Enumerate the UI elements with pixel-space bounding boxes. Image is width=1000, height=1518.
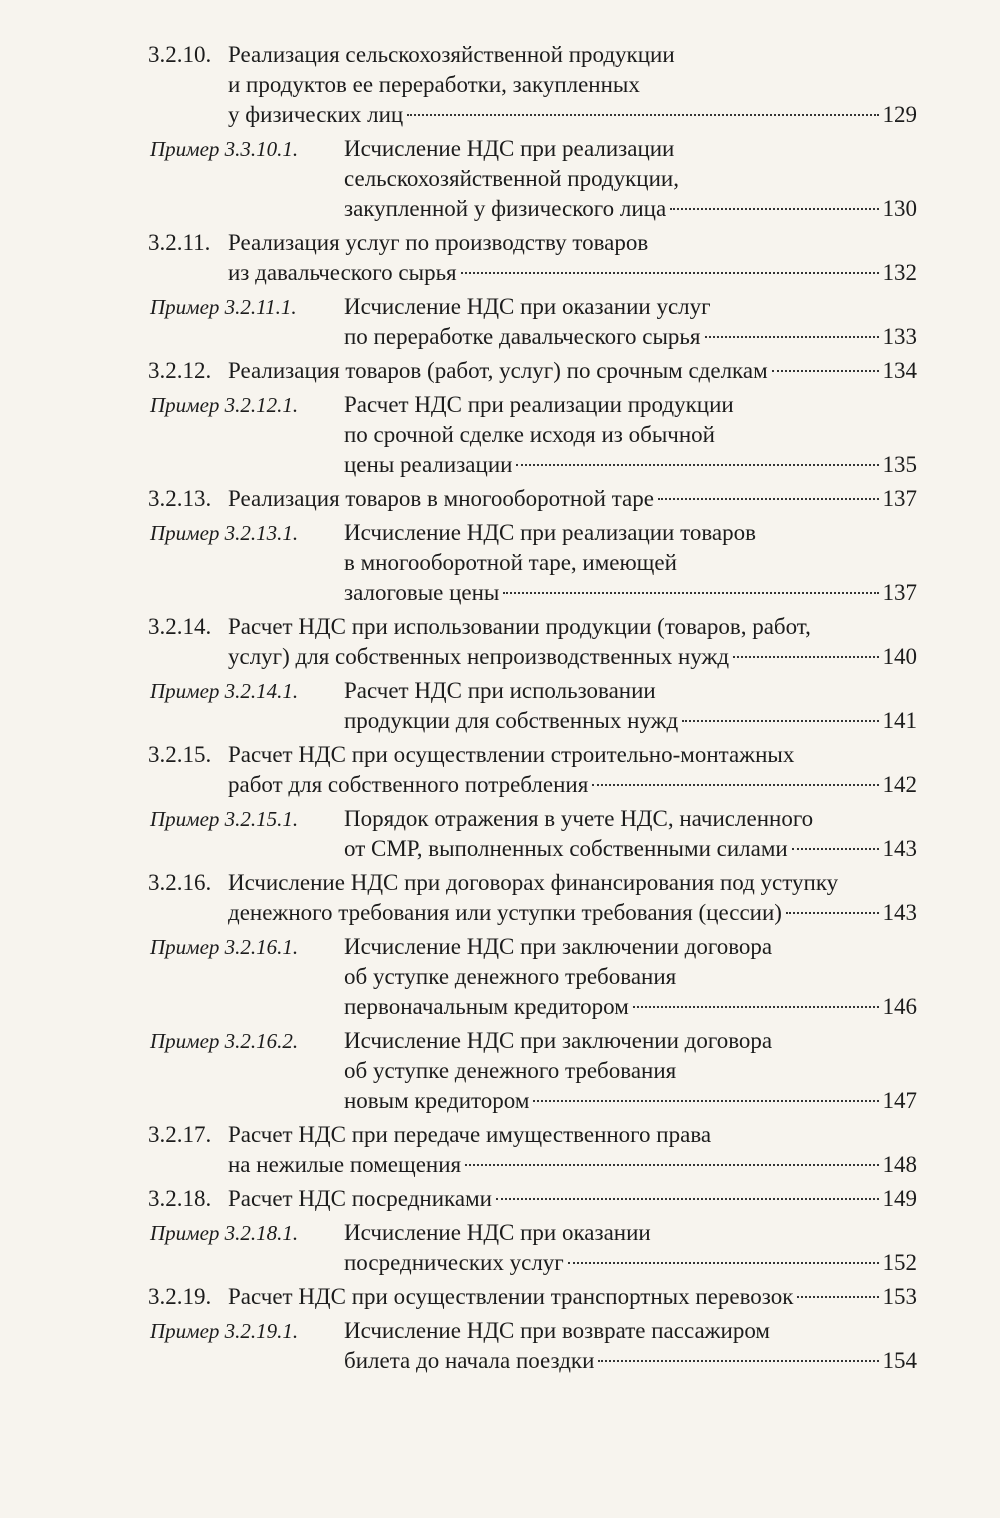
entry-title-text: Исчисление НДС при реализации товаров — [344, 520, 756, 545]
entry-title-text: Реализация сельскохозяйственной продукции — [228, 42, 675, 67]
entry-line — [0, 1218, 1000, 1248]
entry-line — [0, 194, 1000, 224]
page-number: 143 — [882, 836, 917, 861]
section-number: 3.2.11. — [148, 230, 211, 255]
entry-title-text: Исчисление НДС при заключении договора — [344, 934, 773, 959]
entry-line — [0, 40, 1000, 70]
entry-line — [0, 518, 1000, 548]
entry-title-text: работ для собственного потребления — [228, 772, 589, 797]
example-number: Пример 3.2.16.1. — [150, 935, 299, 959]
dot-leader — [786, 912, 879, 914]
entry-line — [0, 612, 1000, 642]
entry-line — [0, 676, 1000, 706]
entry-line — [0, 1282, 1000, 1312]
example-number: Пример 3.2.14.1. — [150, 679, 299, 703]
dot-leader — [658, 498, 879, 500]
example-number: Пример 3.3.10.1. — [150, 137, 299, 161]
toc-example-entry — [0, 1218, 1000, 1278]
entry-title-text: Расчет НДС при осуществлении транспортных перевозок — [228, 1284, 794, 1309]
entry-title-text: Исчисление НДС при заключении договора — [344, 1028, 773, 1053]
dot-leader — [670, 208, 878, 210]
entry-title-text: Исчисление НДС при возврате пассажиром — [344, 1318, 770, 1343]
page-number: 137 — [882, 486, 917, 511]
dot-leader — [516, 464, 878, 466]
entry-line — [0, 1086, 1000, 1116]
dot-leader — [592, 784, 878, 786]
entry-line — [0, 548, 1000, 578]
page-number: 141 — [882, 708, 917, 733]
toc-section-entry — [0, 228, 1000, 288]
example-number: Пример 3.2.18.1. — [150, 1221, 299, 1245]
entry-line — [0, 1120, 1000, 1150]
entry-line — [0, 420, 1000, 450]
entry-line — [0, 770, 1000, 800]
entry-line — [0, 992, 1000, 1022]
entry-title-text: Расчет НДС при реализации продукции — [344, 392, 734, 417]
entry-title-text: билета до начала поездки — [344, 1348, 595, 1373]
toc-section-entry — [0, 1120, 1000, 1180]
dot-leader — [461, 272, 879, 274]
entry-title-text: денежного требования или уступки требования (цессии) — [228, 900, 782, 925]
entry-title-text: Расчет НДС при использовании продукции (товаров, работ, — [228, 614, 811, 639]
toc-example-entry — [0, 676, 1000, 736]
toc-section-entry — [0, 740, 1000, 800]
dot-leader — [633, 1006, 879, 1008]
section-number: 3.2.13. — [148, 486, 212, 511]
entry-line — [0, 450, 1000, 480]
entry-line — [0, 804, 1000, 834]
section-number: 3.2.14. — [148, 614, 212, 639]
entry-line — [0, 868, 1000, 898]
entry-title-text: Исчисление НДС при реализации — [344, 136, 675, 161]
entry-title-text: залоговые цены — [344, 580, 500, 605]
page-number: 143 — [882, 900, 917, 925]
section-number: 3.2.10. — [148, 42, 212, 67]
page-number: 148 — [882, 1152, 917, 1177]
page-number: 147 — [882, 1088, 917, 1113]
toc-section-entry — [0, 868, 1000, 928]
entry-title-text: и продуктов ее переработки, закупленных — [228, 72, 640, 97]
dot-leader — [792, 848, 879, 850]
toc-example-entry — [0, 1316, 1000, 1376]
entry-title-text: по переработке давальческого сырья — [344, 324, 701, 349]
entry-title-text: услуг) для собственных непроизводственных нужд — [228, 644, 730, 669]
page-number: 154 — [882, 1348, 917, 1373]
entry-title-text: об уступке денежного требования — [344, 964, 677, 989]
entry-line — [0, 740, 1000, 770]
section-number: 3.2.18. — [148, 1186, 212, 1211]
dot-leader — [407, 114, 878, 116]
entry-line — [0, 962, 1000, 992]
entry-title-text: Реализация услуг по производству товаров — [228, 230, 649, 255]
toc-example-entry — [0, 518, 1000, 608]
dot-leader — [598, 1360, 878, 1362]
entry-title-text: продукции для собственных нужд — [344, 708, 679, 733]
toc-example-entry — [0, 134, 1000, 224]
entry-title-text: из давальческого сырья — [228, 260, 457, 285]
dot-leader — [682, 720, 878, 722]
entry-line — [0, 164, 1000, 194]
toc-example-entry — [0, 390, 1000, 480]
dot-leader — [496, 1198, 879, 1200]
entry-line — [0, 322, 1000, 352]
entry-line — [0, 1150, 1000, 1180]
entry-line — [0, 1248, 1000, 1278]
example-number: Пример 3.2.15.1. — [150, 807, 299, 831]
example-number: Пример 3.2.12.1. — [150, 393, 299, 417]
page-number: 129 — [882, 102, 917, 127]
toc-section-entry — [0, 484, 1000, 514]
entry-line — [0, 1346, 1000, 1376]
entry-line — [0, 1056, 1000, 1086]
entry-line — [0, 228, 1000, 258]
dot-leader — [733, 656, 878, 658]
entry-line — [0, 706, 1000, 736]
dot-leader — [568, 1262, 879, 1264]
section-number: 3.2.15. — [148, 742, 212, 767]
toc-example-entry — [0, 804, 1000, 864]
section-number: 3.2.12. — [148, 358, 212, 383]
entry-line — [0, 356, 1000, 386]
entry-title-text: Реализация товаров (работ, услуг) по срочным сделкам — [228, 358, 768, 383]
page-number: 132 — [882, 260, 917, 285]
page-number: 134 — [882, 358, 917, 383]
page-number: 133 — [882, 324, 917, 349]
toc-section-entry — [0, 356, 1000, 386]
toc-section-entry — [0, 1282, 1000, 1312]
entry-line — [0, 834, 1000, 864]
entry-line — [0, 1184, 1000, 1214]
page-number: 149 — [882, 1186, 917, 1211]
page-number: 153 — [882, 1284, 917, 1309]
dot-leader — [533, 1100, 878, 1102]
dot-leader — [705, 336, 879, 338]
entry-line — [0, 642, 1000, 672]
entry-title-text: по срочной сделке исходя из обычной — [344, 422, 715, 447]
toc-section-entry — [0, 40, 1000, 130]
entry-line — [0, 258, 1000, 288]
entry-title-text: на нежилые помещения — [228, 1152, 462, 1177]
page-number: 140 — [882, 644, 917, 669]
entry-line — [0, 898, 1000, 928]
entry-title-text: Исчисление НДС при оказании услуг — [344, 294, 711, 319]
entry-title-text: Исчисление НДС при оказании — [344, 1220, 651, 1245]
page-number: 152 — [882, 1250, 917, 1275]
entry-line — [0, 70, 1000, 100]
example-number: Пример 3.2.19.1. — [150, 1319, 299, 1343]
section-number: 3.2.16. — [148, 870, 212, 895]
toc-section-entry — [0, 1184, 1000, 1214]
entry-title-text: Расчет НДС при использовании — [344, 678, 656, 703]
dot-leader — [465, 1164, 878, 1166]
dot-leader — [772, 370, 879, 372]
section-number: 3.2.17. — [148, 1122, 212, 1147]
page-number: 146 — [882, 994, 917, 1019]
dot-leader — [503, 592, 878, 594]
entry-title-text: Расчет НДС посредниками — [228, 1186, 492, 1211]
entry-title-text: цены реализации — [344, 452, 513, 477]
entry-title-text: закупленной у физического лица — [344, 196, 667, 221]
example-number: Пример 3.2.11.1. — [150, 295, 297, 319]
page-number: 142 — [882, 772, 917, 797]
entry-title-text: Исчисление НДС при договорах финансирования под уступку — [228, 870, 839, 895]
entry-line — [0, 292, 1000, 322]
dot-leader — [797, 1296, 878, 1298]
toc-section-entry — [0, 612, 1000, 672]
example-number: Пример 3.2.16.2. — [150, 1029, 299, 1053]
toc-example-entry — [0, 292, 1000, 352]
example-number: Пример 3.2.13.1. — [150, 521, 299, 545]
entry-line — [0, 484, 1000, 514]
entry-line — [0, 1316, 1000, 1346]
toc-example-entry — [0, 932, 1000, 1022]
toc-example-entry — [0, 1026, 1000, 1116]
entry-title-text: Порядок отражения в учете НДС, начисленного — [344, 806, 814, 831]
entry-line — [0, 390, 1000, 420]
entry-title-text: Реализация товаров в многооборотной таре — [228, 486, 654, 511]
entry-title-text: в многооборотной таре, имеющей — [344, 550, 677, 575]
entry-line — [0, 100, 1000, 130]
entry-line — [0, 134, 1000, 164]
entry-title-text: у физических лиц — [228, 102, 404, 127]
entry-title-text: первоначальным кредитором — [344, 994, 629, 1019]
entry-title-text: Расчет НДС при осуществлении строительно-монтажных — [228, 742, 795, 767]
entry-title-text: Расчет НДС при передаче имущественного права — [228, 1122, 712, 1147]
entry-line — [0, 578, 1000, 608]
entry-title-text: посреднических услуг — [344, 1250, 564, 1275]
entry-line — [0, 932, 1000, 962]
table-of-contents — [0, 40, 1000, 1380]
entry-title-text: сельскохозяйственной продукции, — [344, 166, 679, 191]
page-number: 137 — [882, 580, 917, 605]
entry-title-text: новым кредитором — [344, 1088, 530, 1113]
page-number: 135 — [882, 452, 917, 477]
section-number: 3.2.19. — [148, 1284, 212, 1309]
entry-title-text: от СМР, выполненных собственными силами — [344, 836, 788, 861]
entry-line — [0, 1026, 1000, 1056]
entry-title-text: об уступке денежного требования — [344, 1058, 677, 1083]
page-number: 130 — [882, 196, 917, 221]
